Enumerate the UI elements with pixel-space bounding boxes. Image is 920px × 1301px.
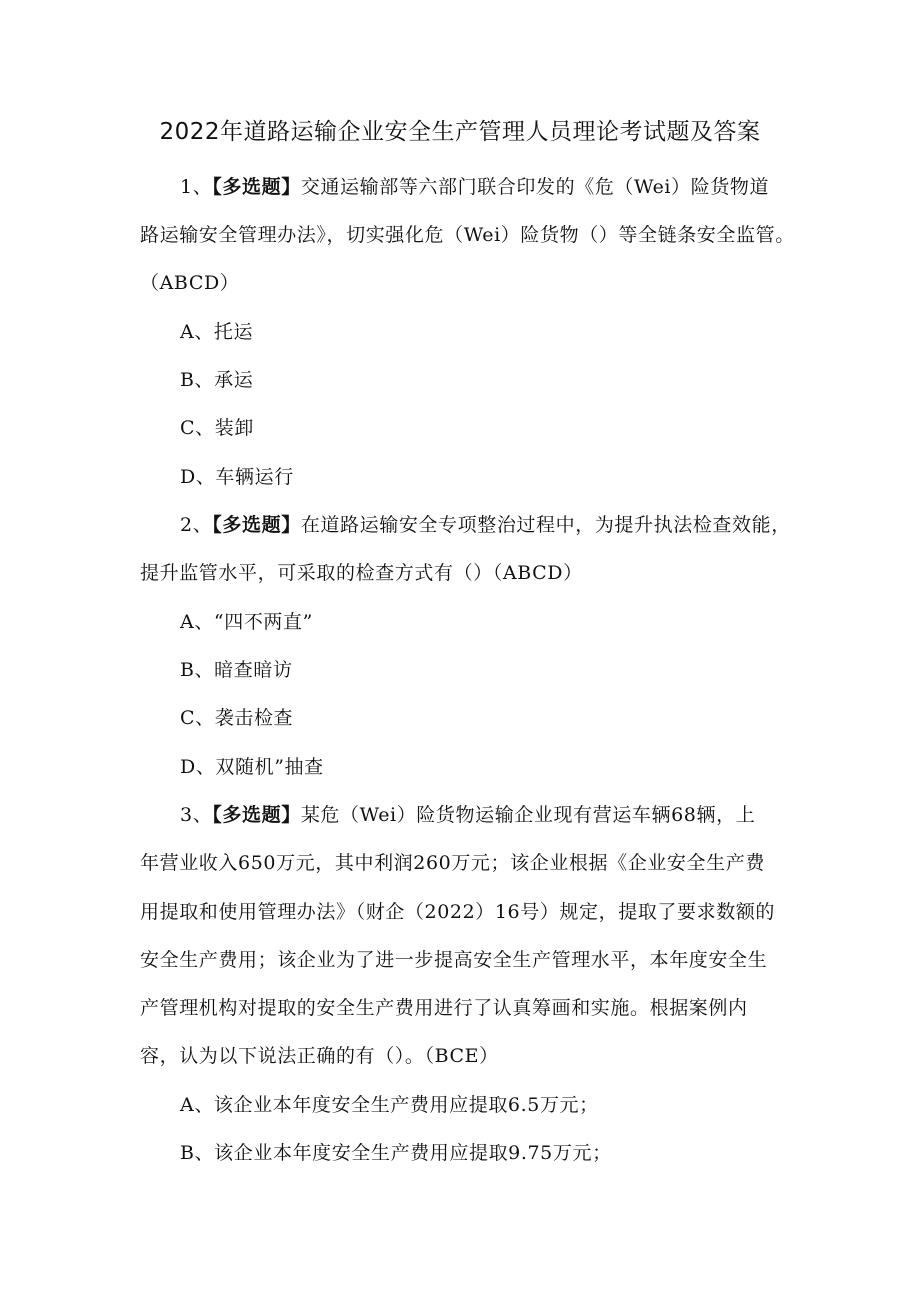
question-1-number: 1、 <box>180 176 213 198</box>
question-3-stem-line: 年营业收入650万元，其中利润260万元；该企业根据《企业安全生产费 <box>140 852 765 874</box>
question-3-stem-line: 容，认为以下说法正确的有（）。（BCE） <box>140 1045 499 1067</box>
question-1-answer: （ABCD） <box>140 272 240 294</box>
question-2-option-d: D、双随机”抽查 <box>180 756 324 778</box>
question-3-number: 3、 <box>180 804 213 826</box>
question-1-option-d: D、车辆运行 <box>180 466 294 488</box>
question-1-option-a: A、托运 <box>180 321 254 343</box>
question-3-first-line <box>180 800 755 830</box>
question-1-option-c: C、装卸 <box>180 417 254 439</box>
question-3-stem-line: 用提取和使用管理办法》（财企（2022）16号）规定，提取了要求数额的 <box>140 901 776 923</box>
question-1-type-tag: 【多选题】 <box>212 176 301 198</box>
question-3-stem-line: 安全生产费用；该企业为了进一步提高安全生产管理水平，本年度安全生 <box>140 949 768 971</box>
question-3-type-tag: 【多选题】 <box>212 804 301 826</box>
question-3-stem-line: 产管理机构对提取的安全生产费用进行了认真筹画和实施。根据案例内 <box>140 997 748 1019</box>
question-2-type-tag: 【多选题】 <box>212 514 301 536</box>
question-2-stem-line: 提升监管水平，可采取的检查方式有（）（ABCD） <box>140 562 583 584</box>
question-3-stem-line: 某危（Wei）险货物运输企业现有营运车辆68辆，上 <box>300 804 756 826</box>
question-2-option-a: A、“四不两直” <box>180 611 313 633</box>
question-3-option-b: B、该企业本年度安全生产费用应提取9.75万元； <box>180 1142 612 1164</box>
question-1-stem-line: 交通运输部等六部门联合印发的《危（Wei）险货物道 <box>300 176 770 198</box>
document-title: 2022年道路运输企业安全生产管理人员理论考试题及答案 <box>159 119 761 145</box>
question-2-option-b: B、暗查暗访 <box>180 659 293 681</box>
question-2-option-c: C、袭击检查 <box>180 707 294 729</box>
question-1-first-line <box>180 172 769 202</box>
question-2-number: 2、 <box>180 514 213 536</box>
question-2-stem-line: 在道路运输安全专项整治过程中，为提升执法检查效能， <box>300 514 791 536</box>
question-1-option-b: B、承运 <box>180 369 254 391</box>
question-1-stem-line: 路运输安全管理办法》，切实强化危（Wei）险货物（）等全链条安全监管。 <box>140 224 795 246</box>
question-2-first-line <box>180 510 791 540</box>
question-3-option-a: A、该企业本年度安全生产费用应提取6.5万元； <box>180 1094 599 1116</box>
